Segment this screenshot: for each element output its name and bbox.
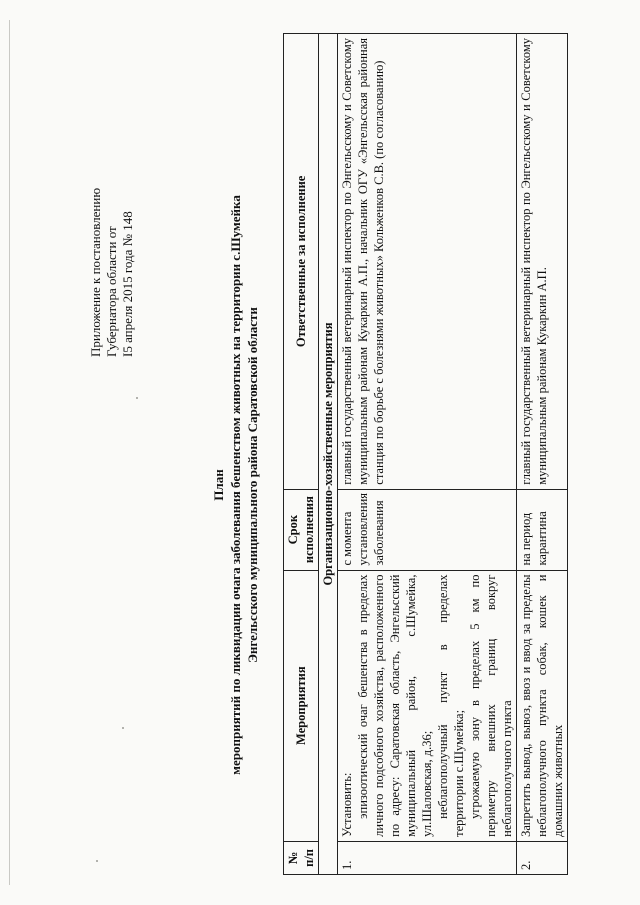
header-measure: Мероприятия bbox=[284, 570, 319, 841]
appendix-note bbox=[88, 57, 136, 357]
row-term: с момента установления заболевания bbox=[338, 489, 517, 570]
section-row bbox=[319, 34, 338, 875]
row-measure: Запретить вывод, вывоз, ввоз и ввод за пределы неблагополучного пункта собак, кошек и домашних животных bbox=[517, 570, 568, 841]
header-responsible: Ответственные за исполнение bbox=[284, 34, 319, 490]
header-num: № п/п bbox=[284, 841, 319, 874]
measures-table bbox=[283, 33, 568, 875]
row-responsible: главный государственный ветеринарный инспектор по Энгельсскому и Советскому муниципальным районам Кукаркин А.П., начальник ОГУ «Энгельсская районная станция по борьбе с болезнями животных» Кольженков С.В. (по согласованию) bbox=[338, 34, 517, 490]
appendix-line-3: I5 апреля 2015 года № 148 bbox=[120, 211, 135, 357]
header-term: Срок исполнения bbox=[284, 489, 319, 570]
plan-title: План bbox=[211, 469, 226, 501]
appendix-line-2: Губернатора области от bbox=[104, 226, 119, 357]
measure-paragraph: эпизоотический очаг бешенства в пределах личного подсобного хозяйства, расположенного по адресу: Саратовская область, Энгельсский муниципальный район, с.Шумейка, ул.Шаловская, д.36; bbox=[356, 574, 434, 837]
section-title: Организационно-хозяйственные мероприятия bbox=[319, 34, 338, 875]
row-measure bbox=[338, 570, 517, 841]
measure-paragraph: угрожаемую зону в пределах 5 км по периметру внешних границ вокруг неблагополучного пункта bbox=[468, 574, 514, 837]
measure-paragraph: неблагополучный пункт в пределах территории с.Шумейка; bbox=[436, 574, 466, 837]
table-header-row bbox=[284, 34, 319, 875]
row-num: 1. bbox=[338, 841, 517, 874]
row-responsible: главный государственный ветеринарный инспектор по Энгельсскому и Советскому муниципальным районам Кукаркин А.П. bbox=[517, 34, 568, 490]
table-row bbox=[517, 34, 568, 875]
plan-subtitle-1: мероприятий по ликвидации очага заболевания бешенством животных на территории с.Шумейка bbox=[228, 195, 243, 775]
plan-subtitle-2: Энгельсского муниципального района Саратовской области bbox=[245, 307, 260, 663]
appendix-line-1: Приложение к постановлению bbox=[88, 187, 103, 357]
table-row bbox=[338, 34, 517, 875]
measure-paragraph: Установить: bbox=[340, 772, 354, 837]
row-term: на период карантина bbox=[517, 489, 568, 570]
plan-heading bbox=[210, 105, 261, 865]
row-num: 2. bbox=[517, 841, 568, 874]
